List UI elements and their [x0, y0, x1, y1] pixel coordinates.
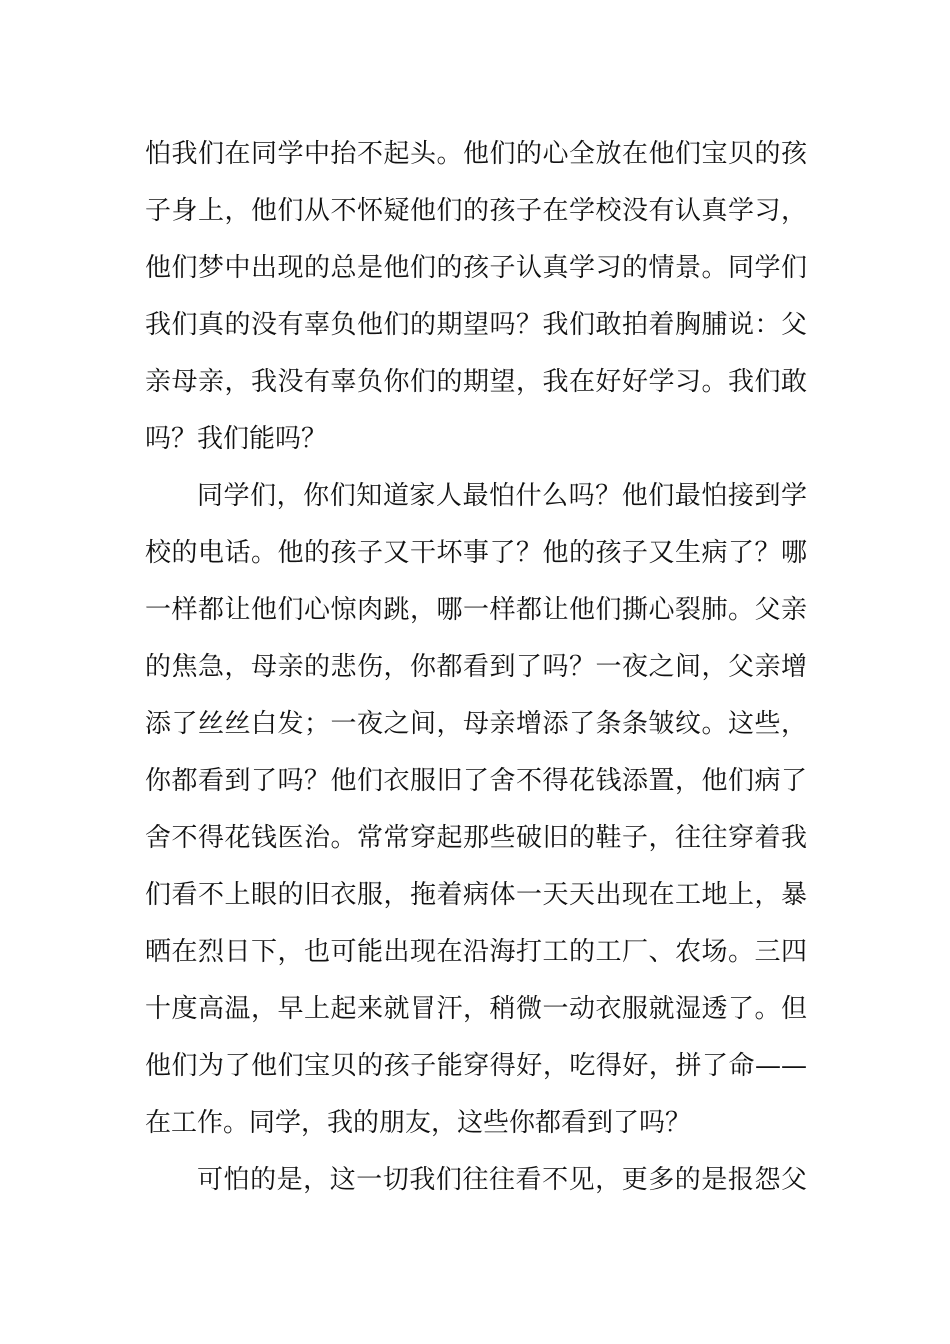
text-line: 亲母亲，我没有辜负你们的期望，我在好好学习。我们敢	[145, 367, 807, 397]
text-line: 添了丝丝白发；一夜之间，母亲增添了条条皱纹。这些，	[145, 709, 807, 739]
text-line: 他们梦中出现的总是他们的孩子认真学习的情景。同学们	[145, 253, 807, 283]
text-line: 校的电话。他的孩子又干坏事了？他的孩子又生病了？哪	[145, 538, 807, 568]
text-line: 我们真的没有辜负他们的期望吗？我们敢拍着胸脯说：父	[145, 310, 807, 340]
text-line: 晒在烈日下，也可能出现在沿海打工的工厂、农场。三四	[145, 937, 807, 967]
text-line: 吗？我们能吗？	[145, 424, 328, 454]
text-line: 十度高温，早上起来就冒汗，稍微一动衣服就湿透了。但	[145, 994, 807, 1024]
body-text	[145, 126, 807, 1209]
text-line: 可怕的是，这一切我们往往看不见，更多的是报怨父	[197, 1165, 807, 1195]
text-line: 一样都让他们心惊肉跳，哪一样都让他们撕心裂肺。父亲	[145, 595, 807, 625]
text-line: 你都看到了吗？他们衣服旧了舍不得花钱添置，他们病了	[145, 766, 807, 796]
text-line: 在工作。同学，我的朋友，这些你都看到了吗？	[145, 1108, 692, 1138]
text-line: 舍不得花钱医治。常常穿起那些破旧的鞋子，往往穿着我	[145, 823, 807, 853]
text-line: 子身上，他们从不怀疑他们的孩子在学校没有认真学习，	[145, 196, 807, 226]
text-line: 们看不上眼的旧衣服，拖着病体一天天出现在工地上，暴	[145, 880, 807, 910]
text-line: 同学们，你们知道家人最怕什么吗？他们最怕接到学	[197, 481, 807, 511]
text-line: 他们为了他们宝贝的孩子能穿得好，吃得好，拼了命——	[145, 1051, 807, 1081]
text-line: 怕我们在同学中抬不起头。他们的心全放在他们宝贝的孩	[145, 139, 807, 169]
text-line: 的焦急，母亲的悲伤，你都看到了吗？一夜之间，父亲增	[145, 652, 807, 682]
